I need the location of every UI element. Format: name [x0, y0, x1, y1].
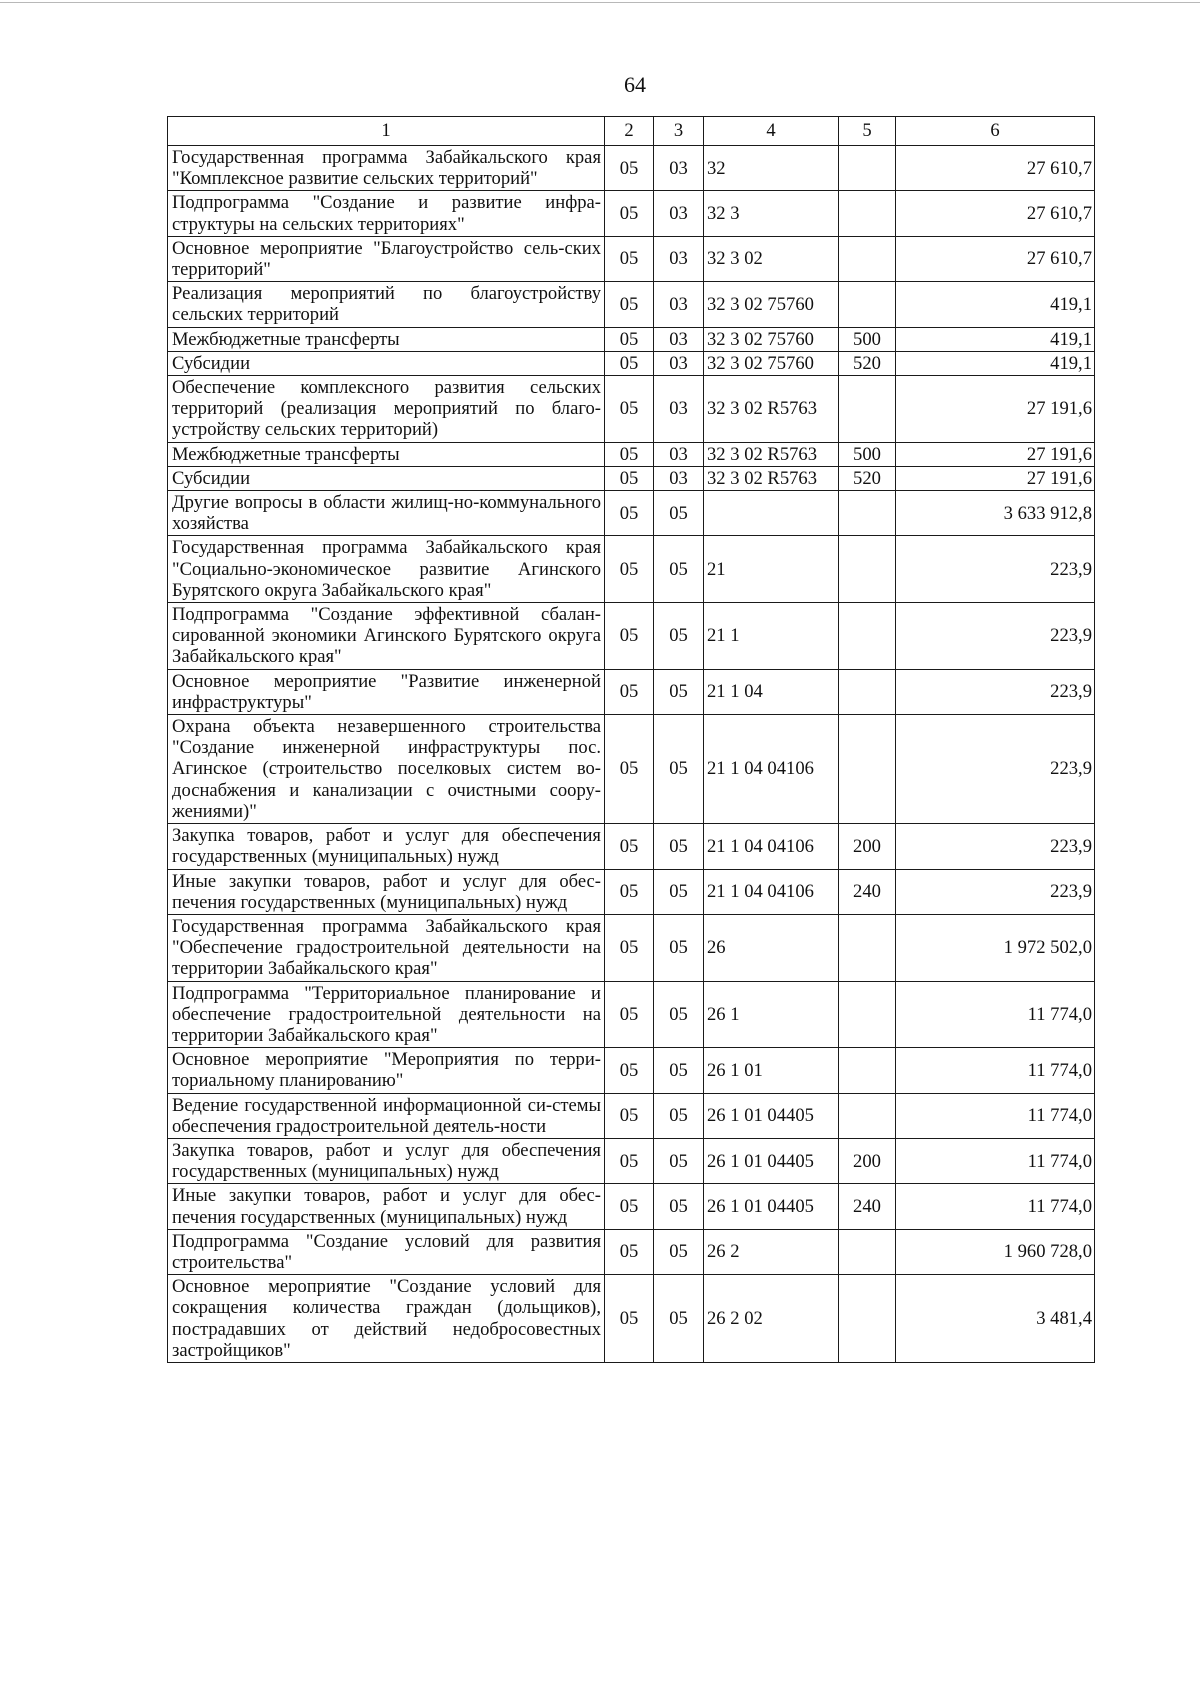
row-name-cell: Подпрограмма "Создание эффективной сбалан-сированной экономики Агинского Бурятского округа Забайкальского края" — [168, 603, 605, 670]
row-target-article-cell: 32 3 02 R5763 — [704, 376, 839, 443]
row-section-cell: 05 — [605, 191, 654, 236]
row-expense-type-cell: 200 — [839, 1138, 896, 1183]
table-body — [168, 146, 1095, 1363]
row-target-article-cell: 26 1 01 04405 — [704, 1138, 839, 1183]
table-row — [168, 376, 1095, 443]
row-amount-cell: 419,1 — [896, 282, 1095, 327]
header-col-4: 4 — [704, 117, 839, 146]
row-amount-cell: 27 610,7 — [896, 146, 1095, 191]
table-row — [168, 466, 1095, 490]
table-row — [168, 351, 1095, 375]
row-subsection-cell: 03 — [654, 282, 704, 327]
row-name-cell: Закупка товаров, работ и услуг для обеспечения государственных (муниципальных) нужд — [168, 1138, 605, 1183]
row-subsection-cell: 05 — [654, 1138, 704, 1183]
row-expense-type-cell: 500 — [839, 442, 896, 466]
row-section-cell: 05 — [605, 442, 654, 466]
row-section-cell: 05 — [605, 1093, 654, 1138]
row-amount-cell: 223,9 — [896, 669, 1095, 714]
row-target-article-cell: 21 — [704, 536, 839, 603]
row-name-cell: Основное мероприятие "Развитие инженерной инфраструктуры" — [168, 669, 605, 714]
row-amount-cell: 3 481,4 — [896, 1275, 1095, 1363]
row-section-cell: 05 — [605, 1184, 654, 1229]
row-target-article-cell: 32 3 — [704, 191, 839, 236]
row-name-cell: Охрана объекта незавершенного строительства "Создание инженерной инфраструктуры пос. Агинское (строительство поселковых систем во-доснабжения и канализации с очистными соору-жениями)" — [168, 715, 605, 824]
row-target-article-cell: 21 1 04 — [704, 669, 839, 714]
row-name-cell: Подпрограмма "Создание условий для развития строительства" — [168, 1229, 605, 1274]
row-expense-type-cell — [839, 236, 896, 281]
row-section-cell: 05 — [605, 603, 654, 670]
row-amount-cell: 11 774,0 — [896, 1048, 1095, 1093]
table-row — [168, 824, 1095, 869]
row-expense-type-cell: 500 — [839, 327, 896, 351]
row-target-article-cell: 26 1 — [704, 981, 839, 1048]
row-target-article-cell: 26 — [704, 914, 839, 981]
row-target-article-cell: 21 1 — [704, 603, 839, 670]
row-amount-cell: 11 774,0 — [896, 981, 1095, 1048]
row-amount-cell: 27 191,6 — [896, 376, 1095, 443]
row-section-cell: 05 — [605, 669, 654, 714]
row-expense-type-cell — [839, 1229, 896, 1274]
row-name-cell: Основное мероприятие "Благоустройство сель-ских территорий" — [168, 236, 605, 281]
row-target-article-cell: 26 2 02 — [704, 1275, 839, 1363]
table-row — [168, 1048, 1095, 1093]
row-section-cell: 05 — [605, 236, 654, 281]
row-subsection-cell: 03 — [654, 236, 704, 281]
row-name-cell: Ведение государственной информационной си-стемы обеспечения градостроительной деятель-ности — [168, 1093, 605, 1138]
row-subsection-cell: 03 — [654, 442, 704, 466]
row-amount-cell: 27 191,6 — [896, 466, 1095, 490]
row-name-cell: Другие вопросы в области жилищ-но-коммунального хозяйства — [168, 491, 605, 536]
scan-edge-line — [0, 2, 1200, 3]
header-col-5: 5 — [839, 117, 896, 146]
table-row — [168, 191, 1095, 236]
row-amount-cell: 11 774,0 — [896, 1138, 1095, 1183]
row-section-cell: 05 — [605, 1048, 654, 1093]
header-col-3: 3 — [654, 117, 704, 146]
row-section-cell: 05 — [605, 981, 654, 1048]
row-amount-cell: 223,9 — [896, 824, 1095, 869]
row-expense-type-cell — [839, 282, 896, 327]
row-section-cell: 05 — [605, 914, 654, 981]
row-amount-cell: 1 960 728,0 — [896, 1229, 1095, 1274]
row-expense-type-cell: 520 — [839, 466, 896, 490]
row-expense-type-cell — [839, 146, 896, 191]
table-row — [168, 603, 1095, 670]
row-subsection-cell: 05 — [654, 869, 704, 914]
row-name-cell: Основное мероприятие "Мероприятия по терри-ториальному планированию" — [168, 1048, 605, 1093]
row-section-cell: 05 — [605, 715, 654, 824]
table-row — [168, 1229, 1095, 1274]
row-amount-cell: 223,9 — [896, 536, 1095, 603]
header-col-2: 2 — [605, 117, 654, 146]
row-name-cell: Иные закупки товаров, работ и услуг для обес-печения государственных (муниципальных) нужд — [168, 1184, 605, 1229]
row-subsection-cell: 03 — [654, 466, 704, 490]
table-row — [168, 715, 1095, 824]
row-expense-type-cell — [839, 191, 896, 236]
row-expense-type-cell — [839, 603, 896, 670]
row-section-cell: 05 — [605, 376, 654, 443]
row-subsection-cell: 05 — [654, 914, 704, 981]
row-amount-cell: 419,1 — [896, 327, 1095, 351]
row-amount-cell: 27 610,7 — [896, 191, 1095, 236]
row-amount-cell: 419,1 — [896, 351, 1095, 375]
row-subsection-cell: 03 — [654, 327, 704, 351]
row-subsection-cell: 05 — [654, 1184, 704, 1229]
row-target-article-cell: 26 1 01 04405 — [704, 1093, 839, 1138]
row-subsection-cell: 03 — [654, 351, 704, 375]
row-expense-type-cell — [839, 1275, 896, 1363]
row-name-cell: Обеспечение комплексного развития сельских территорий (реализация мероприятий по благо-устройству сельских территорий) — [168, 376, 605, 443]
row-expense-type-cell — [839, 376, 896, 443]
row-subsection-cell: 03 — [654, 191, 704, 236]
table-row — [168, 236, 1095, 281]
header-col-1: 1 — [168, 117, 605, 146]
row-amount-cell: 223,9 — [896, 603, 1095, 670]
row-section-cell: 05 — [605, 146, 654, 191]
row-target-article-cell: 21 1 04 04106 — [704, 824, 839, 869]
row-expense-type-cell: 240 — [839, 869, 896, 914]
row-expense-type-cell — [839, 914, 896, 981]
row-subsection-cell: 05 — [654, 981, 704, 1048]
budget-allocation-table — [167, 116, 1095, 1363]
row-amount-cell: 11 774,0 — [896, 1093, 1095, 1138]
row-subsection-cell: 05 — [654, 603, 704, 670]
row-expense-type-cell — [839, 1048, 896, 1093]
row-name-cell: Иные закупки товаров, работ и услуг для обес-печения государственных (муниципальных) нужд — [168, 869, 605, 914]
table-row — [168, 1093, 1095, 1138]
table-row — [168, 1138, 1095, 1183]
row-name-cell: Государственная программа Забайкальского края "Комплексное развитие сельских территорий" — [168, 146, 605, 191]
table-row — [168, 1184, 1095, 1229]
row-name-cell: Государственная программа Забайкальского края "Обеспечение градостроительной деятельности на территории Забайкальского края" — [168, 914, 605, 981]
row-name-cell: Подпрограмма "Создание и развитие инфра-структуры на сельских территориях" — [168, 191, 605, 236]
row-section-cell: 05 — [605, 466, 654, 490]
row-expense-type-cell: 240 — [839, 1184, 896, 1229]
row-expense-type-cell — [839, 669, 896, 714]
row-section-cell: 05 — [605, 1229, 654, 1274]
table-row — [168, 1275, 1095, 1363]
row-name-cell: Закупка товаров, работ и услуг для обеспечения государственных (муниципальных) нужд — [168, 824, 605, 869]
row-section-cell: 05 — [605, 491, 654, 536]
page-number: 64 — [624, 72, 646, 97]
table-row — [168, 669, 1095, 714]
row-expense-type-cell — [839, 536, 896, 603]
header-col-6: 6 — [896, 117, 1095, 146]
row-target-article-cell: 26 2 — [704, 1229, 839, 1274]
row-name-cell: Реализация мероприятий по благоустройству сельских территорий — [168, 282, 605, 327]
row-amount-cell: 27 191,6 — [896, 442, 1095, 466]
row-section-cell: 05 — [605, 1138, 654, 1183]
row-section-cell: 05 — [605, 869, 654, 914]
row-amount-cell: 223,9 — [896, 869, 1095, 914]
row-subsection-cell: 05 — [654, 824, 704, 869]
table-row — [168, 442, 1095, 466]
row-target-article-cell: 32 3 02 75760 — [704, 282, 839, 327]
row-amount-cell: 27 610,7 — [896, 236, 1095, 281]
row-expense-type-cell: 200 — [839, 824, 896, 869]
row-expense-type-cell — [839, 491, 896, 536]
row-subsection-cell: 03 — [654, 376, 704, 443]
table-row — [168, 491, 1095, 536]
row-subsection-cell: 05 — [654, 669, 704, 714]
row-expense-type-cell — [839, 981, 896, 1048]
row-amount-cell: 1 972 502,0 — [896, 914, 1095, 981]
row-target-article-cell: 32 3 02 — [704, 236, 839, 281]
row-subsection-cell: 05 — [654, 1048, 704, 1093]
row-name-cell: Межбюджетные трансферты — [168, 442, 605, 466]
table-row — [168, 536, 1095, 603]
table-row — [168, 282, 1095, 327]
row-target-article-cell: 32 3 02 75760 — [704, 327, 839, 351]
row-target-article-cell: 32 3 02 75760 — [704, 351, 839, 375]
row-target-article-cell — [704, 491, 839, 536]
row-section-cell: 05 — [605, 327, 654, 351]
row-subsection-cell: 03 — [654, 146, 704, 191]
row-subsection-cell: 05 — [654, 715, 704, 824]
row-expense-type-cell: 520 — [839, 351, 896, 375]
row-target-article-cell: 32 3 02 R5763 — [704, 466, 839, 490]
row-name-cell: Государственная программа Забайкальского края "Социально-экономическое развитие Агинского Бурятского округа Забайкальского края" — [168, 536, 605, 603]
row-name-cell: Подпрограмма "Территориальное планирование и обеспечение градостроительной деятельности на территории Забайкальского края" — [168, 981, 605, 1048]
row-name-cell: Основное мероприятие "Создание условий для сокращения количества граждан (дольщиков), пострадавших от действий недобросовестных застройщиков" — [168, 1275, 605, 1363]
row-name-cell: Субсидии — [168, 351, 605, 375]
row-target-article-cell: 32 3 02 R5763 — [704, 442, 839, 466]
table-row — [168, 869, 1095, 914]
row-target-article-cell: 21 1 04 04106 — [704, 869, 839, 914]
row-section-cell: 05 — [605, 536, 654, 603]
row-target-article-cell: 21 1 04 04106 — [704, 715, 839, 824]
row-expense-type-cell — [839, 1093, 896, 1138]
row-amount-cell: 3 633 912,8 — [896, 491, 1095, 536]
row-section-cell: 05 — [605, 351, 654, 375]
row-name-cell: Межбюджетные трансферты — [168, 327, 605, 351]
header-row — [168, 117, 1095, 146]
row-amount-cell: 223,9 — [896, 715, 1095, 824]
row-subsection-cell: 05 — [654, 536, 704, 603]
row-section-cell: 05 — [605, 1275, 654, 1363]
row-subsection-cell: 05 — [654, 491, 704, 536]
row-target-article-cell: 26 1 01 04405 — [704, 1184, 839, 1229]
row-subsection-cell: 05 — [654, 1229, 704, 1274]
row-name-cell: Субсидии — [168, 466, 605, 490]
row-subsection-cell: 05 — [654, 1093, 704, 1138]
row-target-article-cell: 26 1 01 — [704, 1048, 839, 1093]
row-section-cell: 05 — [605, 824, 654, 869]
table-row — [168, 914, 1095, 981]
table-row — [168, 146, 1095, 191]
row-section-cell: 05 — [605, 282, 654, 327]
table-row — [168, 981, 1095, 1048]
row-subsection-cell: 05 — [654, 1275, 704, 1363]
row-expense-type-cell — [839, 715, 896, 824]
row-target-article-cell: 32 — [704, 146, 839, 191]
table-row — [168, 327, 1095, 351]
row-amount-cell: 11 774,0 — [896, 1184, 1095, 1229]
